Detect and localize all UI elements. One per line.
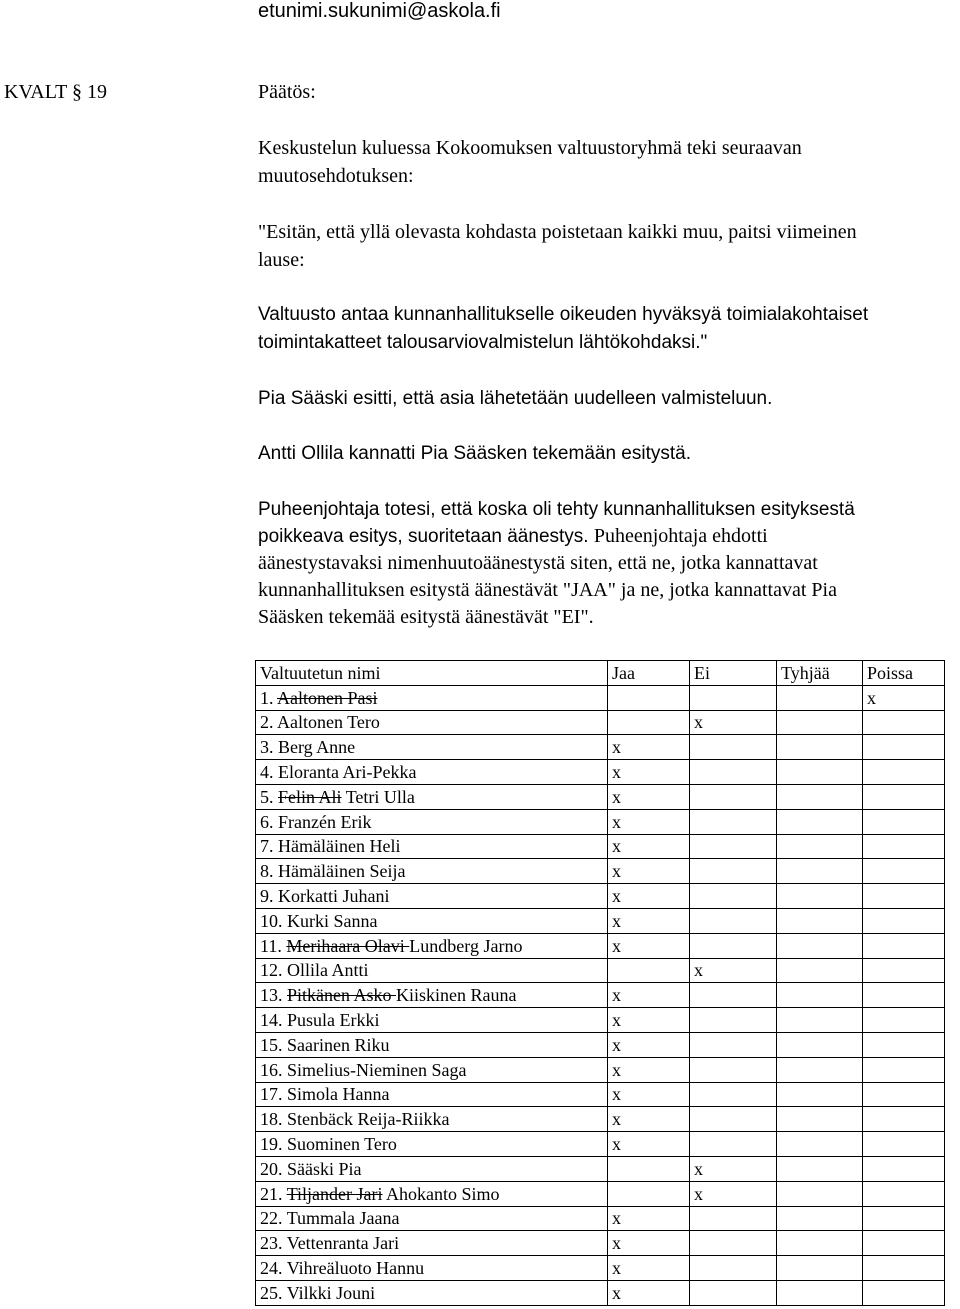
vote-ei-cell [690,1231,777,1256]
text-line: äänestystavaksi nimenhuutoäänestystä siten, että ne, jotka kannattavat [258,552,818,574]
councillor-name: Kiiskinen Rauna [396,985,517,1006]
vote-poissa-cell [863,1032,945,1057]
vote-tyhjaa-cell [777,1256,863,1281]
vote-poissa-cell [863,1206,945,1231]
vote-tyhjaa-cell [777,884,863,909]
vote-ei-cell [690,685,777,710]
row-number: 9. [260,886,278,907]
text-line: Sääsken tekemää esitystä äänestävät "EI". [258,606,594,628]
councillor-name-cell [256,859,608,884]
vote-ei-cell: x [690,1156,777,1181]
vote-poissa-cell [863,1280,945,1305]
vote-tyhjaa-cell [777,809,863,834]
councillor-name: Tetri Ulla [341,786,415,807]
vote-poissa-cell [863,859,945,884]
councillor-name: Sääski Pia [287,1158,362,1179]
table-row [256,933,945,958]
struck-name: Tiljander Jari [286,1183,383,1204]
vote-poissa-cell [863,1107,945,1132]
table-row [256,784,945,809]
struck-name: Merihaara Olavi [286,935,410,956]
councillor-name: Pusula Erkki [287,1010,380,1031]
table-row [256,859,945,884]
vote-jaa-cell: x [608,1206,690,1231]
councillor-name: Tummala Jaana [286,1208,400,1229]
vote-tyhjaa-cell [777,735,863,760]
row-number: 6. [260,811,278,832]
councillor-name: Ahokanto Simo [382,1183,500,1204]
councillor-name: Stenbäck Reija-Riikka [287,1109,450,1130]
table-row [256,983,945,1008]
vote-poissa-cell [863,1008,945,1033]
vote-ei-cell [690,1107,777,1132]
councillor-name: Vilkki Jouni [286,1282,376,1303]
councillor-name-cell [256,1231,608,1256]
vote-tyhjaa-cell [777,1181,863,1206]
vote-tyhjaa-cell [777,859,863,884]
header-ei: Ei [690,661,777,686]
vote-poissa-cell [863,933,945,958]
text-line: lause: [258,249,305,271]
councillor-name-cell [256,1132,608,1157]
table-row [256,1107,945,1132]
councillor-name: Kurki Sanna [287,910,378,931]
councillor-name-cell [256,685,608,710]
paragraph-proposal-quote [258,218,958,274]
councillor-name-cell [256,834,608,859]
vote-tyhjaa-cell [777,1008,863,1033]
table-row [256,1280,945,1305]
vote-ei-cell [690,784,777,809]
paragraph-seconding [258,440,958,468]
vote-tyhjaa-cell [777,933,863,958]
vote-jaa-cell: x [608,1082,690,1107]
councillor-name: Simola Hanna [287,1084,390,1105]
vote-jaa-cell: x [608,1132,690,1157]
vote-ei-cell [690,1206,777,1231]
vote-jaa-cell: x [608,735,690,760]
councillor-name-cell [256,1008,608,1033]
vote-ei-cell [690,884,777,909]
vote-tyhjaa-cell [777,834,863,859]
row-number: 12. [260,960,287,981]
text-line: Pia Sääski esitti, että asia lähetetään uudelleen valmisteluun. [258,388,773,409]
text-line: Puheenjohtaja totesi, että koska oli tehty kunnanhallituksen esityksestä [258,499,855,520]
councillor-name: Saarinen Riku [287,1034,390,1055]
row-number: 21. [260,1183,287,1204]
table-row [256,1206,945,1231]
councillor-name-cell [256,1181,608,1206]
text-line: Keskustelun kuluessa Kokoomuksen valtuustoryhmä teki seuraavan [258,137,802,159]
councillor-name: Eloranta Ari-Pekka [278,762,417,783]
vote-poissa-cell [863,1181,945,1206]
vote-poissa-cell [863,735,945,760]
vote-jaa-cell: x [608,809,690,834]
vote-jaa-cell: x [608,933,690,958]
table-row [256,735,945,760]
vote-table-body [256,685,945,1305]
vote-ei-cell [690,735,777,760]
table-row [256,958,945,983]
vote-jaa-cell: x [608,1107,690,1132]
vote-ei-cell [690,933,777,958]
vote-tyhjaa-cell [777,1032,863,1057]
vote-ei-cell [690,1082,777,1107]
row-number: 16. [260,1059,287,1080]
row-number: 1. [260,687,278,708]
vote-poissa-cell [863,1132,945,1157]
vote-tyhjaa-cell [777,908,863,933]
councillor-name-cell [256,1082,608,1107]
struck-name: Felin Ali [278,786,342,807]
vote-tyhjaa-cell [777,784,863,809]
vote-poissa-cell [863,1156,945,1181]
text-line: Antti Ollila kannatti Pia Sääsken tekemään esitystä. [258,443,692,464]
vote-ei-cell [690,1132,777,1157]
paragraph-proposal-intro [258,134,958,190]
vote-tyhjaa-cell [777,983,863,1008]
councillor-name-cell [256,809,608,834]
vote-tyhjaa-cell [777,1107,863,1132]
vote-jaa-cell [608,958,690,983]
row-number: 2. [260,712,278,733]
table-row [256,1032,945,1057]
paragraph-vote-procedure [258,496,958,631]
vote-jaa-cell: x [608,784,690,809]
table-row [256,710,945,735]
row-number: 11. [260,935,287,956]
row-number: 8. [260,861,278,882]
vote-poissa-cell [863,1231,945,1256]
vote-tyhjaa-cell [777,710,863,735]
row-number: 7. [260,836,278,857]
text-line: kunnanhallituksen esitystä äänestävät "JAA" ja ne, jotka kannattavat Pia [258,579,837,601]
row-number: 18. [260,1109,287,1130]
text-line [258,523,958,550]
vote-poissa-cell [863,1082,945,1107]
vote-poissa-cell [863,760,945,785]
vote-poissa-cell [863,958,945,983]
vote-poissa-cell [863,1057,945,1082]
text-segment: poikkeava esitys, suoritetaan äänestys. [258,526,594,547]
vote-ei-cell [690,1256,777,1281]
row-number: 19. [260,1134,287,1155]
councillor-name: Hämäläinen Seija [278,861,406,882]
councillor-name: Vettenranta Jari [286,1233,400,1254]
table-row [256,1132,945,1157]
table-row [256,834,945,859]
vote-jaa-cell [608,1156,690,1181]
decision-heading: Päätös: [258,81,316,103]
councillor-name-cell [256,735,608,760]
councillor-name: Franzén Erik [278,811,372,832]
row-number: 22. [260,1208,287,1229]
row-number: 25. [260,1282,287,1303]
councillor-name: Suominen Tero [287,1134,397,1155]
councillor-name-cell [256,710,608,735]
header-tyhjaa: Tyhjää [777,661,863,686]
councillor-name-cell [256,908,608,933]
councillor-name: Vihreäluoto Hannu [286,1258,425,1279]
paragraph-council-quote [258,301,958,357]
text-line: muutosehdotuksen: [258,165,414,187]
councillor-name: Korkatti Juhani [278,886,390,907]
struck-name: Pitkänen Asko [287,985,397,1006]
vote-tyhjaa-cell [777,685,863,710]
councillor-name: Aaltonen Tero [277,712,380,733]
section-label: KVALT § 19 [4,81,107,103]
vote-jaa-cell: x [608,760,690,785]
councillor-name-cell [256,958,608,983]
table-row [256,685,945,710]
councillor-name: Ollila Antti [287,960,369,981]
vote-jaa-cell: x [608,1256,690,1281]
vote-tyhjaa-cell [777,1280,863,1305]
vote-table [255,660,945,1306]
councillor-name: Berg Anne [278,737,356,758]
table-row [256,760,945,785]
row-number: 13. [260,985,287,1006]
header-jaa: Jaa [608,661,690,686]
vote-jaa-cell: x [608,834,690,859]
councillor-name-cell [256,1032,608,1057]
councillor-name-cell [256,933,608,958]
vote-ei-cell: x [690,710,777,735]
vote-jaa-cell: x [608,983,690,1008]
table-row [256,1008,945,1033]
vote-tyhjaa-cell [777,1231,863,1256]
vote-poissa-cell [863,784,945,809]
vote-tyhjaa-cell [777,1057,863,1082]
councillor-name-cell [256,1156,608,1181]
vote-ei-cell [690,1008,777,1033]
table-row [256,1082,945,1107]
vote-ei-cell [690,1057,777,1082]
vote-jaa-cell: x [608,1280,690,1305]
councillor-name-cell [256,1280,608,1305]
row-number: 4. [260,762,278,783]
vote-jaa-cell [608,710,690,735]
text-segment: Puheenjohtaja ehdotti [593,525,768,547]
vote-ei-cell [690,1032,777,1057]
header-name: Valtuutetun nimi [256,661,608,686]
row-number: 14. [260,1010,287,1031]
councillor-name: Hämäläinen Heli [278,836,401,857]
row-number: 3. [260,737,278,758]
row-number: 10. [260,910,287,931]
vote-tyhjaa-cell [777,1156,863,1181]
row-number: 15. [260,1034,287,1055]
struck-name: Aaltonen Pasi [277,687,378,708]
vote-jaa-cell: x [608,884,690,909]
vote-ei-cell [690,809,777,834]
vote-jaa-cell: x [608,908,690,933]
vote-poissa-cell [863,1256,945,1281]
table-row [256,1057,945,1082]
vote-jaa-cell: x [608,1231,690,1256]
text-line: Valtuusto antaa kunnanhallitukselle oikeuden hyväksyä toimialakohtaiset [258,304,869,325]
vote-poissa-cell [863,834,945,859]
councillor-name-cell [256,1256,608,1281]
vote-jaa-cell [608,1181,690,1206]
councillor-name-cell [256,884,608,909]
vote-ei-cell [690,859,777,884]
vote-ei-cell [690,760,777,785]
vote-jaa-cell: x [608,1032,690,1057]
vote-jaa-cell: x [608,859,690,884]
councillor-name-cell [256,1107,608,1132]
vote-jaa-cell [608,685,690,710]
vote-poissa-cell [863,710,945,735]
row-number: 17. [260,1084,287,1105]
table-row [256,884,945,909]
vote-ei-cell [690,834,777,859]
councillor-name-cell [256,784,608,809]
councillor-name-cell [256,1206,608,1231]
row-number: 20. [260,1158,287,1179]
table-row [256,809,945,834]
vote-tyhjaa-cell [777,958,863,983]
councillor-name-cell [256,983,608,1008]
vote-poissa-cell: x [863,685,945,710]
row-number: 5. [260,786,278,807]
vote-ei-cell [690,1280,777,1305]
councillor-name-cell [256,1057,608,1082]
vote-poissa-cell [863,983,945,1008]
text-line: "Esitän, että yllä olevasta kohdasta poistetaan kaikki muu, paitsi viimeinen [258,221,857,243]
table-row [256,1256,945,1281]
vote-table-header-row [256,661,945,686]
vote-ei-cell [690,908,777,933]
header-poissa: Poissa [863,661,945,686]
vote-ei-cell [690,983,777,1008]
paragraph-referral-proposal [258,385,958,413]
vote-poissa-cell [863,908,945,933]
councillor-name-cell [256,760,608,785]
email-address: etunimi.sukunimi@askola.fi [258,0,501,22]
vote-poissa-cell [863,884,945,909]
vote-tyhjaa-cell [777,1206,863,1231]
table-row [256,1231,945,1256]
row-number: 23. [260,1233,287,1254]
vote-tyhjaa-cell [777,1132,863,1157]
vote-tyhjaa-cell [777,760,863,785]
councillor-name: Simelius-Nieminen Saga [287,1059,467,1080]
vote-jaa-cell: x [608,1008,690,1033]
vote-ei-cell: x [690,1181,777,1206]
vote-poissa-cell [863,809,945,834]
table-row [256,1181,945,1206]
table-row [256,1156,945,1181]
vote-tyhjaa-cell [777,1082,863,1107]
vote-jaa-cell: x [608,1057,690,1082]
table-row [256,908,945,933]
row-number: 24. [260,1258,287,1279]
councillor-name: Lundberg Jarno [409,935,523,956]
vote-ei-cell: x [690,958,777,983]
text-line: toimintakatteet talousarviovalmistelun lähtökohdaksi." [258,332,708,353]
